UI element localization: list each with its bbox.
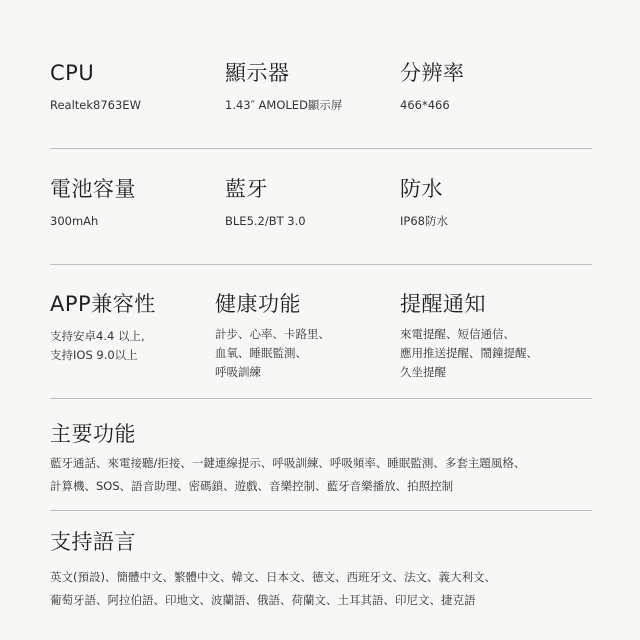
- spec-value: [215, 325, 330, 382]
- spec-value: 466*466: [400, 98, 450, 112]
- spec-waterproof: [400, 176, 448, 231]
- divider: [50, 148, 592, 149]
- spec-label: CPU: [50, 61, 95, 85]
- spec-value-line: 來電提醒、短信通信、: [400, 327, 515, 341]
- spec-label: 提醒通知: [400, 292, 486, 316]
- spec-label: 防水: [400, 177, 443, 201]
- spec-value-line: 呼吸訓練: [215, 365, 261, 379]
- spec-resolution: [400, 60, 465, 115]
- spec-value: IP68防水: [400, 214, 448, 228]
- divider: [50, 398, 592, 399]
- spec-value-line: 久坐提醒: [400, 365, 446, 379]
- spec-label: 藍牙: [225, 177, 268, 201]
- spec-label: 顯示器: [225, 61, 290, 85]
- spec-bluetooth: [225, 176, 306, 231]
- spec-value: Realtek8763EW: [50, 98, 141, 112]
- main-features-line: 藍牙通話、來電接聽/拒接、一鍵連線提示、呼吸訓練、呼吸頻率、睡眠監測、多套主題風格、: [50, 456, 526, 470]
- divider: [50, 264, 592, 265]
- spec-label: 分辨率: [400, 61, 465, 85]
- spec-value: 1.43″ AMOLED顯示屏: [225, 98, 343, 112]
- languages-line: 英文(預設)、簡體中文、繁體中文、韓文、日本文、德文、西班牙文、法文、義大利文、: [50, 570, 496, 584]
- languages-text: [50, 566, 595, 612]
- languages-title: 支持語言: [50, 530, 136, 554]
- spec-value-line: 應用推送提醒、鬧鐘提醒、: [400, 346, 538, 360]
- spec-value-line: 支持安卓4.4 以上,: [50, 329, 145, 343]
- spec-label: 電池容量: [50, 177, 136, 201]
- divider: [50, 510, 592, 511]
- spec-value-line: 支持IOS 9.0以上: [50, 348, 138, 362]
- spec-value-line: 血氧、睡眠監測、: [215, 346, 307, 360]
- spec-label: APP兼容性: [50, 292, 156, 316]
- spec-value: [50, 327, 156, 365]
- spec-app-compatibility: [50, 291, 156, 365]
- languages-line: 葡萄牙語、阿拉伯語、印地文、波蘭語、俄語、荷蘭文、土耳其語、印尼文、捷克語: [50, 593, 476, 607]
- spec-value: [400, 325, 538, 382]
- spec-value: BLE5.2/BT 3.0: [225, 214, 306, 228]
- main-features-text: [50, 452, 595, 498]
- spec-battery: [50, 176, 136, 231]
- spec-value-line: 計步、心率、卡路里、: [215, 327, 330, 341]
- spec-health: [215, 291, 330, 382]
- spec-label: 健康功能: [215, 292, 301, 316]
- spec-display: [225, 60, 342, 115]
- spec-reminder: [400, 291, 538, 382]
- spec-value: 300mAh: [50, 214, 99, 228]
- main-features-line: 計算機、SOS、語音助理、密碼鎖、遊戲、音樂控制、藍牙音樂播放、拍照控制: [50, 479, 454, 493]
- spec-cpu: [50, 60, 141, 115]
- main-features-title: 主要功能: [50, 422, 136, 446]
